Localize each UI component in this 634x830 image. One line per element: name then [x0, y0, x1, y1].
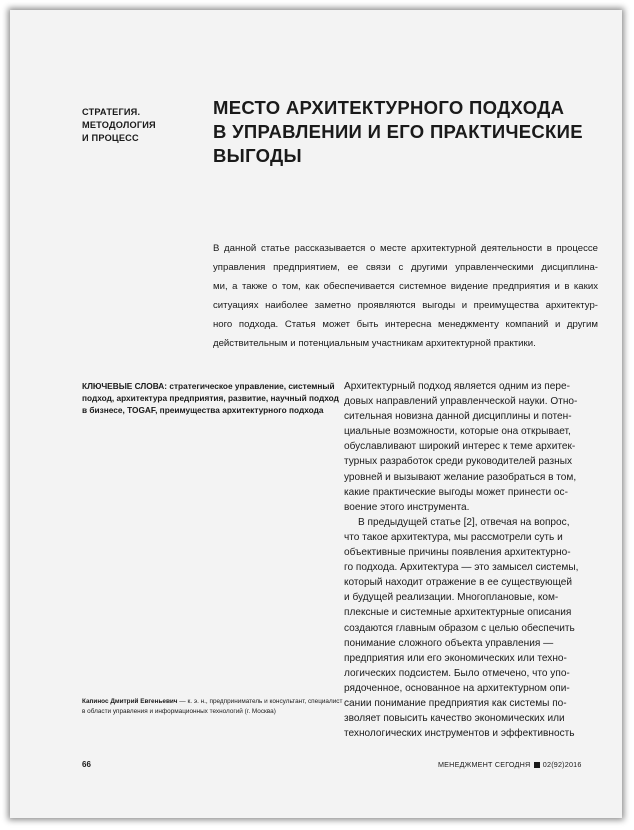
body-line: технологических инструментов и эффективность	[344, 728, 575, 740]
body-line: сительная новизна данной дисциплины и потен-	[344, 411, 572, 423]
journal-issue: 02(92)2016	[542, 760, 582, 769]
article-title-line: МЕСТО АРХИТЕКТУРНОГО ПОДХОДА	[213, 97, 565, 118]
keywords	[82, 380, 339, 416]
body-line: циальные возможности, которые она открывает,	[344, 426, 571, 438]
body-line: Архитектурный подход является одним из пере-	[344, 381, 570, 392]
body-line: обуславливают широкий интерес к теме архитек-	[344, 441, 576, 453]
keywords-line: КЛЮЧЕВЫЕ СЛОВА: стратегическое управление, системный	[82, 381, 335, 391]
author-credentials: — к. э. н., предприниматель и консультант, специалист	[177, 698, 343, 705]
square-separator-icon	[534, 762, 540, 768]
section-label	[82, 106, 202, 145]
author-note	[82, 697, 343, 717]
article-title	[213, 96, 593, 168]
body-line: объективные причины появления архитектурно-	[344, 547, 571, 559]
abstract-line: ситуациях наиболее заметно проявляются выгоды и преимущества архитектур-	[213, 300, 598, 311]
article-body	[344, 379, 602, 741]
section-label-line: МЕТОДОЛОГИЯ	[82, 120, 156, 130]
body-line: что такое архитектура, мы рассмотрели суть и	[344, 531, 563, 543]
keywords-line: в бизнесе, TOGAF, преимущества архитектурного подхода	[82, 405, 324, 415]
body-line: который находит отражение в ее существующей	[344, 577, 573, 589]
body-line: плексные и системные архитектурные описания	[344, 607, 572, 619]
author-name: Капинос Дмитрий Евгеньевич	[82, 698, 178, 705]
section-label-line: СТРАТЕГИЯ.	[82, 107, 141, 117]
abstract-line: В данной статье рассказывается о месте архитектурной деятельности в процессе	[213, 243, 598, 254]
body-line: рядоченное, основанное на архитектурном опи-	[344, 682, 570, 694]
body-line: го подхода. Архитектура — это замысел системы,	[344, 562, 579, 574]
journal-footer	[438, 760, 582, 769]
author-line-1	[82, 697, 343, 707]
body-line: и будущей реализации. Многоплановые, ком-	[344, 592, 559, 604]
body-line: довых направлений управленческой науки. Отно-	[344, 396, 578, 408]
body-line: логических подсистем. Было отмечено, что упо-	[344, 667, 570, 679]
abstract	[213, 239, 598, 353]
abstract-line: управления предприятием, ее связи с другими управленческими дисциплина-	[213, 262, 598, 273]
body-line: понимание сложного объекта управления —	[344, 637, 554, 649]
body-line: предприятия или его экономических или техно-	[344, 652, 567, 664]
abstract-line: ми, а также о том, как обеспечивается системное видение предприятия и в каких	[213, 281, 598, 292]
body-line: воение этого инструмента.	[344, 501, 470, 513]
article-title-line: В УПРАВЛЕНИИ И ЕГО ПРАКТИЧЕСКИЕ	[213, 121, 583, 142]
body-line: уровней и вызывают желание разобраться в том,	[344, 471, 577, 483]
body-line: сании понимание предприятия как системы по-	[344, 697, 567, 709]
body-line: В предыдущей статье [2], отвечая на вопрос,	[358, 516, 570, 528]
body-line: зволяет повысить качество экономических или	[344, 713, 565, 725]
body-line: какие практические выгоды может принести ос-	[344, 486, 568, 498]
article-title-line: ВЫГОДЫ	[213, 145, 302, 166]
abstract-line: действительным и потенциальным участникам архитектурной практики.	[213, 338, 536, 349]
body-line: создаются главным образом с целью обеспечить	[344, 622, 575, 634]
author-line-2: в области управления и информационных технологий (г. Москва)	[82, 708, 276, 715]
body-line: турных разработок среди руководителей разных	[344, 456, 573, 468]
section-label-line: И ПРОЦЕСС	[82, 133, 139, 143]
journal-name: МЕНЕДЖМЕНТ СЕГОДНЯ	[438, 760, 531, 769]
keywords-line: подход, архитектура предприятия, развитие, научный подход	[82, 393, 339, 403]
journal-page	[10, 10, 622, 818]
abstract-line: ного подхода. Статья может быть интересна менеджменту компаний и другим	[213, 319, 598, 330]
page-number: 66	[82, 760, 91, 769]
